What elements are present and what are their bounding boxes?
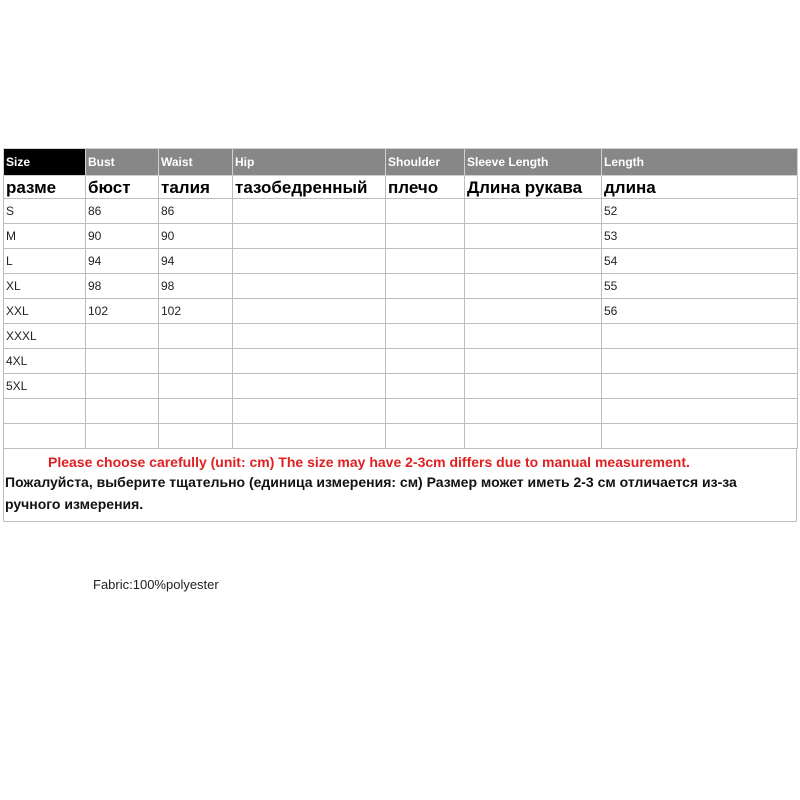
header-ru-shoulder: плечо	[386, 176, 465, 199]
header-bust: Bust	[86, 149, 159, 176]
table-cell	[86, 324, 159, 349]
table-cell	[386, 224, 465, 249]
table-cell: 90	[86, 224, 159, 249]
table-cell	[465, 199, 602, 224]
table-cell	[4, 424, 86, 449]
table-cell	[233, 224, 386, 249]
table-cell	[465, 324, 602, 349]
table-cell: S	[4, 199, 86, 224]
table-cell	[159, 399, 233, 424]
header-shoulder: Shoulder	[386, 149, 465, 176]
table-cell	[465, 274, 602, 299]
table-cell	[233, 399, 386, 424]
header-size: Size	[4, 149, 86, 176]
table-cell	[386, 324, 465, 349]
table-cell: XL	[4, 274, 86, 299]
table-cell: 4XL	[4, 349, 86, 374]
note-russian: Пожалуйста, выберите тщательно (единица измерения: см) Размер может иметь 2-3 см отличается из-за ручного измерения.	[5, 474, 737, 512]
table-cell	[159, 349, 233, 374]
table-cell	[233, 199, 386, 224]
table-cell	[159, 424, 233, 449]
table-cell: 52	[602, 199, 798, 224]
table-cell	[465, 249, 602, 274]
table-row	[4, 399, 798, 424]
table-cell: 98	[159, 274, 233, 299]
table-cell	[602, 399, 798, 424]
header-row	[4, 149, 798, 176]
table-cell: 94	[86, 249, 159, 274]
table-row	[4, 374, 798, 399]
table-cell: XXXL	[4, 324, 86, 349]
table-cell	[86, 424, 159, 449]
table-cell: 55	[602, 274, 798, 299]
table-cell: 90	[159, 224, 233, 249]
table-row	[4, 199, 798, 224]
table-cell	[386, 349, 465, 374]
table-cell	[386, 249, 465, 274]
header-hip: Hip	[233, 149, 386, 176]
russian-header-row	[4, 176, 798, 199]
table-row	[4, 299, 798, 324]
table-cell	[465, 299, 602, 324]
table-cell: 94	[159, 249, 233, 274]
table-cell	[602, 324, 798, 349]
fabric-info: Fabric:100%polyester	[93, 577, 219, 592]
table-cell	[233, 349, 386, 374]
header-sleeve-length: Sleeve Length	[465, 149, 602, 176]
measurement-note	[3, 449, 797, 522]
header-ru-bust: бюст	[86, 176, 159, 199]
table-cell: 86	[159, 199, 233, 224]
table-cell	[233, 424, 386, 449]
table-row	[4, 249, 798, 274]
table-cell	[465, 399, 602, 424]
table-cell: L	[4, 249, 86, 274]
table-cell	[386, 399, 465, 424]
table-cell	[86, 349, 159, 374]
table-cell	[86, 399, 159, 424]
table-cell	[602, 374, 798, 399]
table-cell: 102	[86, 299, 159, 324]
header-ru-sleeve-length: Длина рукава	[465, 176, 602, 199]
table-cell	[233, 249, 386, 274]
table-cell	[386, 199, 465, 224]
table-cell: 98	[86, 274, 159, 299]
table-cell: 102	[159, 299, 233, 324]
table-cell	[602, 349, 798, 374]
table-row	[4, 224, 798, 249]
table-cell	[4, 399, 86, 424]
table-cell	[465, 374, 602, 399]
header-ru-size: разме	[4, 176, 86, 199]
header-ru-waist: талия	[159, 176, 233, 199]
table-row	[4, 324, 798, 349]
table-cell	[386, 299, 465, 324]
table-cell: 86	[86, 199, 159, 224]
table-cell	[233, 274, 386, 299]
table-cell: 53	[602, 224, 798, 249]
table-cell	[386, 374, 465, 399]
table-cell	[386, 274, 465, 299]
table-cell	[86, 374, 159, 399]
table-cell: 56	[602, 299, 798, 324]
table-cell	[465, 224, 602, 249]
table-cell: 5XL	[4, 374, 86, 399]
table-cell	[386, 424, 465, 449]
header-ru-hip: тазобедренный	[233, 176, 386, 199]
table-cell	[233, 374, 386, 399]
table-cell: 54	[602, 249, 798, 274]
size-table	[3, 148, 798, 449]
header-ru-length: длина	[602, 176, 798, 199]
table-cell	[465, 424, 602, 449]
size-chart	[3, 148, 797, 522]
table-row	[4, 424, 798, 449]
header-length: Length	[602, 149, 798, 176]
table-row	[4, 349, 798, 374]
header-waist: Waist	[159, 149, 233, 176]
note-english: Please choose carefully (unit: cm) The size may have 2-3cm differs due to manual measurement.	[48, 454, 690, 470]
table-cell	[233, 299, 386, 324]
table-cell	[465, 349, 602, 374]
size-table-body	[4, 149, 798, 449]
table-cell: XXL	[4, 299, 86, 324]
table-cell	[602, 424, 798, 449]
table-cell: M	[4, 224, 86, 249]
table-row	[4, 274, 798, 299]
table-cell	[159, 374, 233, 399]
table-cell	[233, 324, 386, 349]
table-cell	[159, 324, 233, 349]
